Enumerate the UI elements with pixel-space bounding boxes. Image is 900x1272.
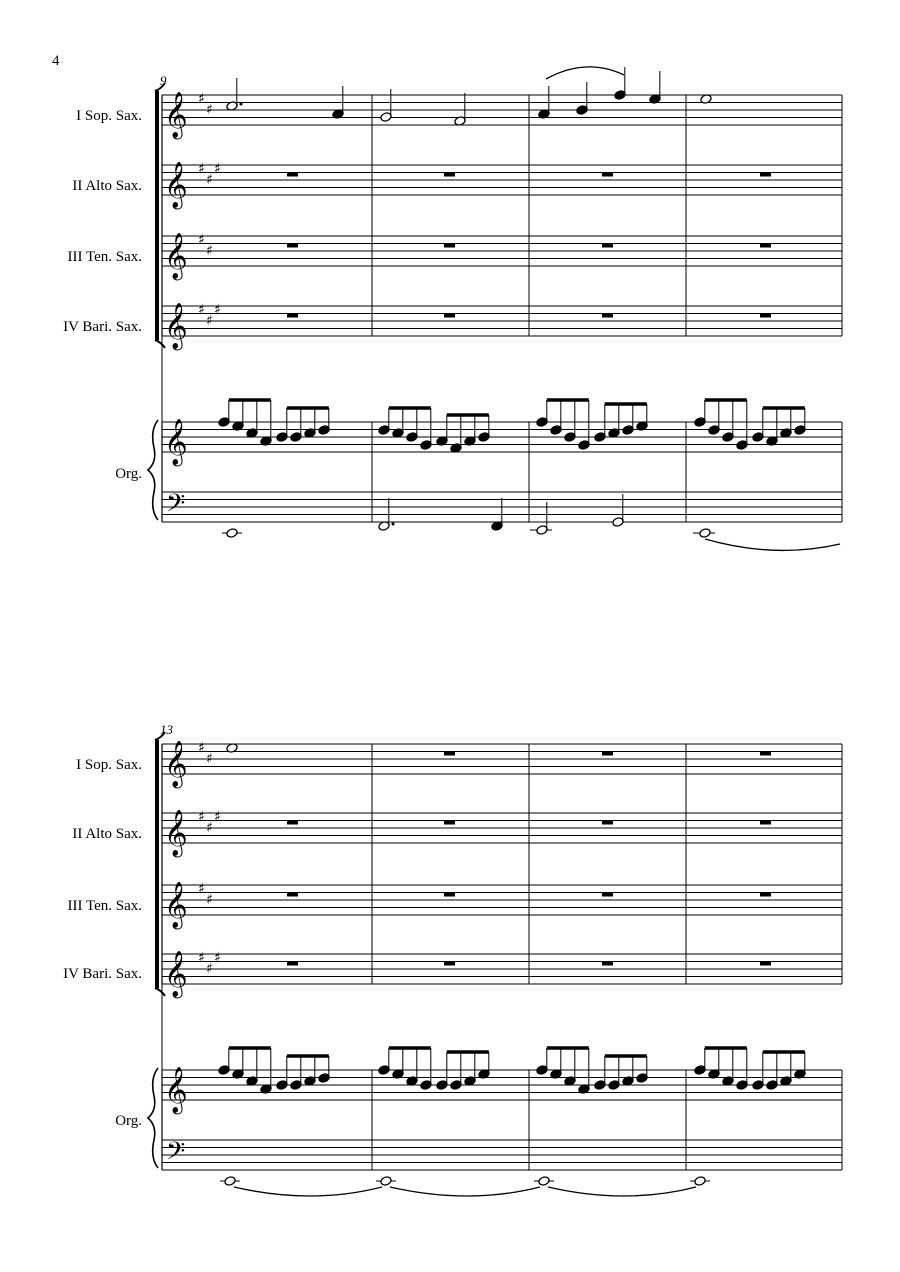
sharp-sign: ♯ [206, 243, 213, 259]
notehead [380, 1176, 392, 1187]
instrument-label-tenor: III Ten. Sax. [67, 249, 142, 265]
sharp-sign: ♯ [206, 313, 213, 329]
sharp-sign: ♯ [206, 102, 213, 118]
sharp-sign: ♯ [198, 881, 205, 897]
sharp-sign: ♯ [214, 809, 221, 825]
sharp-sign: ♯ [206, 751, 213, 767]
whole-rest [287, 893, 298, 897]
treble-clef: 𝄞 [164, 419, 188, 465]
sharp-sign: ♯ [198, 302, 205, 318]
whole-rest [287, 962, 298, 966]
whole-rest [760, 314, 771, 318]
whole-rest [444, 962, 455, 966]
brace [148, 1068, 158, 1168]
sharp-sign: ♯ [198, 91, 205, 107]
sharp-sign: ♯ [214, 950, 221, 966]
notehead [699, 528, 711, 539]
bass-clef: 𝄢 [166, 489, 186, 524]
page-number: 4 [52, 53, 60, 69]
notehead [538, 1176, 550, 1187]
instrument-label-organ: Org. [115, 1113, 142, 1129]
measure-number: 9 [160, 73, 167, 88]
instrument-label-alto: II Alto Sax. [72, 826, 142, 842]
treble-clef: 𝄞 [164, 303, 188, 349]
whole-rest [602, 173, 613, 177]
whole-rest [760, 173, 771, 177]
notehead [226, 528, 238, 539]
instrument-label-baritone: IV Bari. Sax. [63, 319, 142, 335]
treble-clef: 𝄞 [164, 882, 188, 928]
whole-rest [444, 893, 455, 897]
instrument-label-organ: Org. [115, 466, 142, 482]
whole-rest [444, 173, 455, 177]
dot [240, 103, 243, 106]
dot [392, 523, 395, 526]
tie [234, 1187, 382, 1196]
sharp-sign: ♯ [206, 820, 213, 836]
treble-clef: 𝄞 [164, 951, 188, 997]
bracket-hook [155, 732, 165, 740]
whole-rest [760, 752, 771, 756]
treble-clef: 𝄞 [164, 233, 188, 279]
treble-clef: 𝄞 [164, 162, 188, 208]
tie [705, 539, 840, 550]
whole-rest [760, 893, 771, 897]
sharp-sign: ♯ [198, 161, 205, 177]
whole-rest [602, 244, 613, 248]
bass-clef: 𝄢 [166, 1137, 186, 1172]
whole-rest [444, 314, 455, 318]
whole-rest [760, 962, 771, 966]
whole-rest [287, 314, 298, 318]
whole-rest [287, 821, 298, 825]
whole-rest [602, 962, 613, 966]
sharp-sign: ♯ [206, 892, 213, 908]
brace [148, 420, 158, 520]
instrument-label-soprano: I Sop. Sax. [76, 108, 142, 124]
whole-rest [602, 893, 613, 897]
treble-clef: 𝄞 [164, 741, 188, 787]
instrument-label-baritone: IV Bari. Sax. [63, 966, 142, 982]
whole-rest [444, 821, 455, 825]
sharp-sign: ♯ [198, 232, 205, 248]
whole-rest [287, 244, 298, 248]
whole-rest [287, 173, 298, 177]
sharp-sign: ♯ [198, 950, 205, 966]
whole-rest [444, 244, 455, 248]
sharp-sign: ♯ [206, 961, 213, 977]
instrument-label-alto: II Alto Sax. [72, 178, 142, 194]
sharp-sign: ♯ [214, 302, 221, 318]
whole-rest [602, 821, 613, 825]
instrument-label-tenor: III Ten. Sax. [67, 898, 142, 914]
sharp-sign: ♯ [214, 161, 221, 177]
slur [546, 67, 624, 79]
sharp-sign: ♯ [206, 172, 213, 188]
tie [390, 1187, 540, 1196]
notehead [224, 1176, 236, 1187]
sharp-sign: ♯ [198, 740, 205, 756]
whole-rest [444, 752, 455, 756]
whole-rest [760, 244, 771, 248]
treble-clef: 𝄞 [164, 1067, 188, 1113]
treble-clef: 𝄞 [164, 810, 188, 856]
notehead [694, 1176, 706, 1187]
treble-clef: 𝄞 [164, 92, 188, 138]
instrument-label-soprano: I Sop. Sax. [76, 757, 142, 773]
tie [548, 1187, 696, 1196]
whole-rest [602, 314, 613, 318]
bracket-hook [155, 83, 165, 91]
measure-number: 13 [160, 722, 173, 737]
whole-rest [760, 821, 771, 825]
whole-rest [602, 752, 613, 756]
sharp-sign: ♯ [198, 809, 205, 825]
